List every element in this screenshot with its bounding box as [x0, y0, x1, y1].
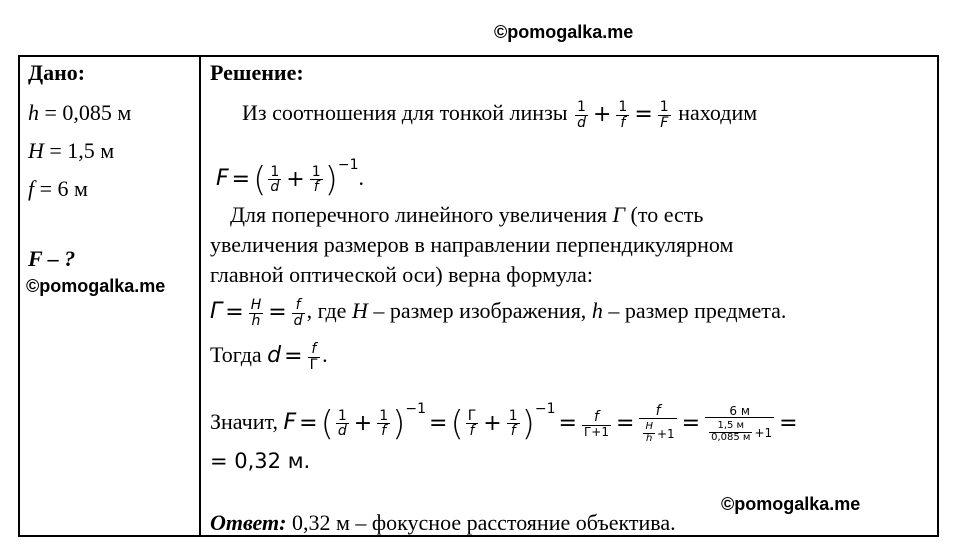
frac-1-d [268, 165, 281, 195]
watermark-top: ©pomogalka.me [494, 22, 634, 42]
frac-1-d [336, 409, 349, 439]
num: 1 [270, 163, 280, 180]
plus: + [592, 102, 612, 128]
var-d: d [267, 343, 282, 369]
given-f [28, 170, 196, 208]
then-line [210, 342, 328, 372]
rparen: ) [392, 403, 406, 444]
num: 1 [379, 407, 389, 424]
solution-title: Решение: [210, 60, 304, 85]
num: f [639, 404, 676, 420]
den: Г [309, 356, 319, 373]
equals: = [268, 300, 287, 326]
equals: = [634, 102, 653, 128]
answer-line [210, 510, 676, 536]
var-F: F [216, 166, 229, 191]
p2-gamma: Г [612, 202, 626, 227]
equals: = [558, 410, 577, 436]
plus: + [353, 410, 373, 436]
frac-f-Hh-plus-1 [639, 404, 676, 445]
den: f [381, 423, 387, 440]
den: f [469, 423, 475, 440]
num: 1 [311, 163, 321, 180]
den: 0,085 м [711, 431, 751, 443]
num: 1 [618, 99, 628, 115]
den [705, 418, 774, 443]
given-H-value: = 1,5 м [43, 138, 115, 163]
den: f [510, 423, 516, 440]
answer-text: 0,32 м – фокусное расстояние объектива. [291, 510, 676, 535]
thus-line [210, 396, 801, 444]
frac-1-f [616, 100, 629, 130]
equals: = [231, 166, 251, 192]
given-H-var: H [28, 138, 44, 163]
answer-label: Ответ: [210, 510, 287, 535]
den: F [660, 114, 669, 131]
exponent: −1 [534, 401, 556, 417]
p2-line2: увеличения размеров в направлении перпендикулярном [210, 232, 734, 257]
var-gamma: Г [210, 299, 223, 325]
p3-middle: – размер изображения, [373, 298, 587, 324]
given-column [28, 60, 196, 271]
equals: = [284, 344, 303, 370]
num: 1 [508, 407, 518, 424]
rparen: ) [324, 159, 338, 200]
magnification-formula-line [210, 298, 786, 328]
given-f-var: f [28, 176, 35, 201]
den: h [646, 432, 653, 444]
frac-1-f [377, 409, 390, 439]
column-divider [199, 55, 201, 537]
frac-H-h [249, 298, 264, 328]
equals: = [616, 410, 635, 436]
period: . [322, 342, 328, 368]
then-word: Тогда [210, 342, 262, 368]
unknown-F: F – ? [28, 246, 76, 271]
p2-line1 [230, 202, 703, 228]
plus-one: +1 [754, 426, 773, 441]
num: H [645, 421, 653, 433]
num: f [582, 410, 611, 426]
p2-rest: (то есть [630, 202, 704, 227]
lparen: ( [253, 159, 267, 200]
frac-1.5-0.085 [709, 421, 752, 443]
num: 6 м [705, 405, 774, 419]
lens-equation-line [242, 100, 757, 130]
p3-H: H [351, 298, 368, 324]
watermark-left: ©pomogalka.me [26, 276, 166, 296]
den: h [251, 312, 261, 329]
num: 1,5 м [709, 421, 752, 433]
frac-H-h-small [643, 422, 655, 444]
given-h-value: = 0,085 м [39, 100, 132, 125]
den: f [313, 179, 319, 196]
num: f [308, 342, 321, 358]
frac-f-gamma [308, 342, 321, 372]
given-f-value: = 6 м [34, 176, 88, 201]
given-h [28, 94, 196, 132]
p3-end: – размер предмета. [608, 298, 787, 324]
F-formula-line [216, 152, 365, 200]
equals: = [779, 410, 798, 436]
frac-gamma-f [466, 409, 479, 439]
p1-text: Из соотношения для тонкой линзы [242, 100, 568, 126]
den: d [270, 179, 280, 196]
equals: = [299, 410, 318, 436]
exponent: −1 [405, 401, 427, 417]
frac-1-f [310, 165, 323, 195]
den: d [293, 312, 303, 329]
equals: = [225, 300, 244, 326]
plus: + [483, 410, 502, 436]
watermark-bottom: ©pomogalka.me [721, 494, 861, 514]
given-title: Дано: [28, 60, 86, 85]
p3-h: h [591, 298, 603, 324]
equals: = [429, 410, 448, 436]
period: . [358, 165, 365, 190]
den: d [577, 114, 586, 131]
num: f [292, 298, 305, 314]
den: d [337, 423, 347, 440]
rparen: ) [521, 403, 535, 444]
frac-f-gamma-plus-1 [582, 410, 611, 438]
frac-1-F [658, 100, 671, 130]
frac-1-d [575, 100, 588, 130]
plus: + [286, 166, 305, 192]
p2-intro: Для поперечного линейного увеличения [230, 202, 608, 227]
num: 1 [337, 407, 347, 424]
frac-1-f [507, 409, 520, 439]
p3-where: , где [306, 298, 347, 324]
frac-f-d [292, 298, 305, 328]
given-h-var: h [28, 100, 39, 125]
exponent: −1 [337, 157, 359, 173]
plus-one: +1 [656, 427, 675, 442]
den: Г+1 [583, 424, 609, 439]
var-F: F [283, 410, 297, 435]
frac-numeric [705, 405, 774, 444]
den: f [620, 114, 626, 131]
lparen: ( [320, 403, 334, 444]
given-H [28, 132, 196, 170]
den [639, 419, 676, 444]
thus-word: Значит, [210, 409, 278, 434]
num: 1 [659, 99, 669, 115]
num: 1 [577, 99, 586, 115]
num: H [250, 297, 262, 313]
p1-after: находим [678, 100, 758, 126]
lparen: ( [450, 403, 464, 444]
result-line: = 0,32 м. [210, 449, 311, 473]
p2-line3: главной оптической оси) верна формула: [210, 262, 593, 287]
equals: = [681, 410, 701, 436]
num: Г [467, 407, 477, 424]
